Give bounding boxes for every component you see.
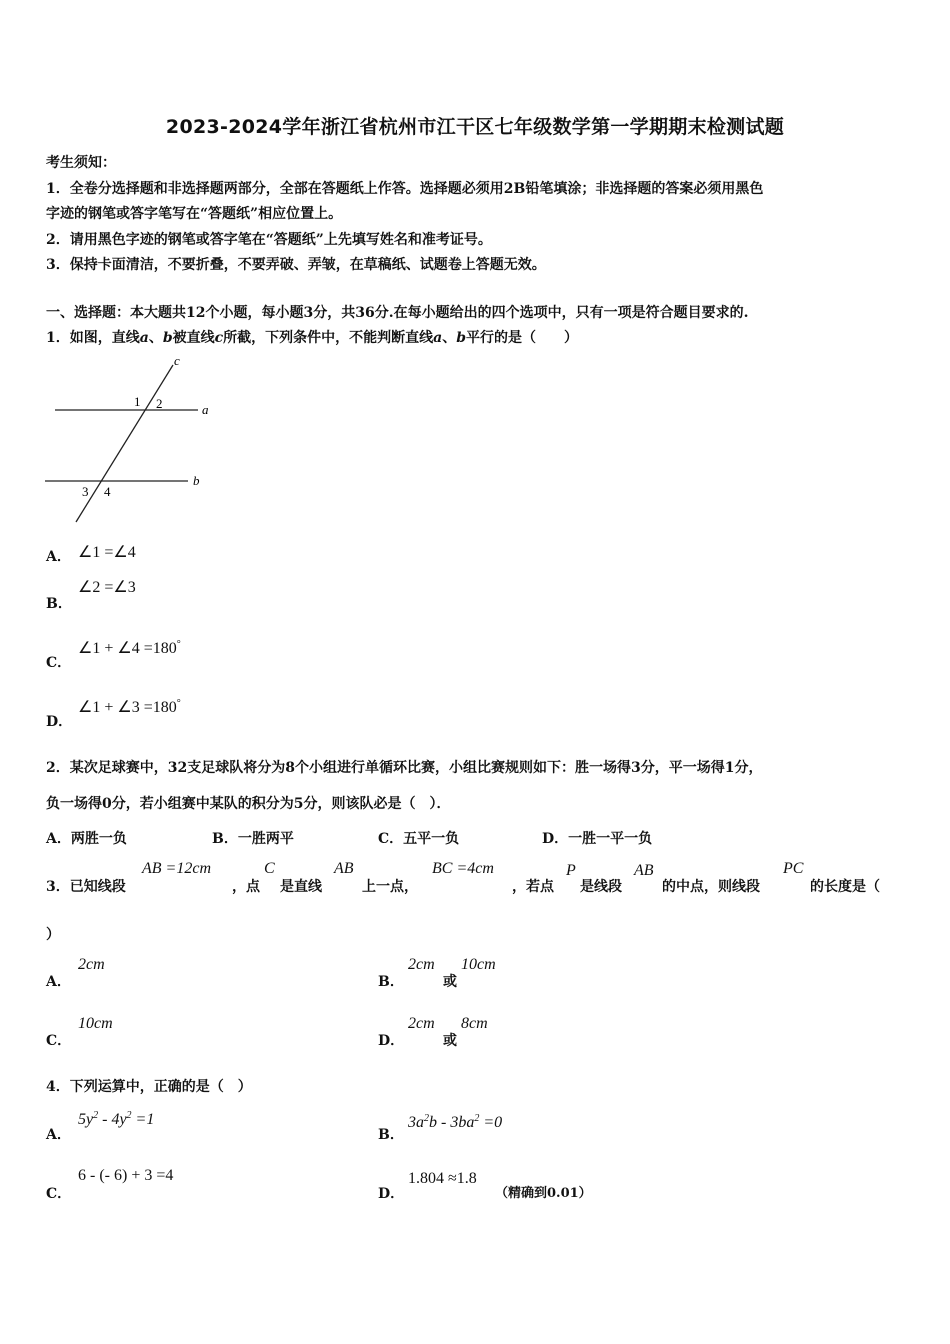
- q3-text-4: 上一点，: [362, 879, 418, 895]
- q4-option-d-label: D．: [378, 1186, 405, 1202]
- q3-option-d-value-1: 2cm: [408, 1015, 435, 1032]
- q4-option-b-label: B．: [378, 1127, 404, 1143]
- q3-option-a-label: A．: [46, 974, 71, 990]
- q4-option-c-expr: 6 - (- 6) + 3 =4: [78, 1167, 174, 1184]
- q1-option-d-label: D．: [46, 714, 73, 730]
- notice-item-1-line-1: 1．全卷分选择题和非选择题两部分，全部在答题纸上作答。选择题必须用2B铅笔填涂；非选择题的答案必须用黑色: [46, 181, 764, 197]
- q3-text-2: ，点: [232, 879, 260, 895]
- q1-option-a-label: A．: [46, 549, 71, 565]
- q1-option-b-expr: ∠2 =∠3: [78, 579, 136, 596]
- q3-math-bc-4cm: BC =4cm: [432, 860, 494, 877]
- angle-4-label: 4: [104, 484, 111, 499]
- q3-math-ab: AB: [334, 860, 354, 877]
- q4-option-d-expr: 1.804 ≈1.8: [408, 1170, 477, 1187]
- q3-math-c: C: [264, 860, 275, 877]
- q3-option-c-value: 10cm: [78, 1015, 113, 1032]
- q1-option-c-expr: ∠1 + ∠4 =180°: [78, 639, 181, 657]
- q3-text-1: 3．已知线段: [46, 879, 126, 895]
- q3-option-b-label: B．: [378, 974, 404, 990]
- q3-option-b-value-2: 10cm: [461, 956, 496, 973]
- page-title: 2023-2024学年浙江省杭州市江干区七年级数学第一学期期末检测试题: [165, 116, 785, 138]
- q4-option-d-note: （精确到0.01）: [495, 1186, 592, 1201]
- q1-option-c-label: C．: [46, 655, 72, 671]
- label-a: a: [202, 402, 209, 417]
- q4-option-a-label: A．: [46, 1127, 71, 1143]
- question-4-stem: 4．下列运算中，正确的是（ ）: [46, 1079, 252, 1095]
- question-1-stem: 1．如图，直线a、b被直线c所截，下列条件中，不能判断直线a、b平行的是（ ）: [46, 330, 579, 346]
- q2-option-b: B．一胜两平: [212, 831, 294, 847]
- q3-option-b-or: 或: [443, 974, 457, 990]
- angle-1-label: 1: [134, 394, 141, 409]
- q2-option-d: D．一胜一平一负: [542, 831, 653, 847]
- q3-text-7: 的中点，则线段: [662, 879, 760, 895]
- q3-option-b-value-1: 2cm: [408, 956, 435, 973]
- q1-option-b-label: B．: [46, 596, 72, 612]
- q3-text-8: 的长度是（: [810, 879, 880, 895]
- q3-math-ab-12cm: AB =12cm: [142, 860, 211, 877]
- q3-close-paren: ）: [46, 927, 60, 943]
- q3-option-d-label: D．: [378, 1033, 405, 1049]
- q2-option-a: A．两胜一负: [46, 831, 127, 847]
- label-b: b: [193, 473, 200, 488]
- question-2-line-2: 负一场得0分，若小组赛中某队的积分为5分，则该队必是（ ）．: [46, 796, 451, 812]
- q3-math-p: P: [566, 862, 576, 879]
- q4-option-c-label: C．: [46, 1186, 72, 1202]
- notice-heading: 考生须知：: [46, 155, 116, 171]
- q3-math-pc: PC: [783, 860, 804, 877]
- angle-2-label: 2: [156, 396, 163, 411]
- notice-item-1-line-2: 字迹的钢笔或答字笔写在“答题纸”相应位置上。: [46, 206, 343, 222]
- notice-item-2: 2．请用黑色字迹的钢笔或答字笔在“答题纸”上先填写姓名和准考证号。: [46, 232, 492, 248]
- q3-text-3: 是直线: [280, 879, 322, 895]
- q2-option-c: C．五平一负: [378, 831, 460, 847]
- q1-option-a-expr: ∠1 =∠4: [78, 544, 136, 561]
- q3-option-d-value-2: 8cm: [461, 1015, 488, 1032]
- q3-option-d-or: 或: [443, 1033, 457, 1049]
- q4-option-a-expr: $5y^2 - 4y^2 =1$: [78, 1110, 155, 1128]
- q4-option-b-expr: $3a^2b - 3ba^2 =0$: [408, 1113, 503, 1131]
- angle-3-label: 3: [82, 484, 89, 499]
- q3-text-6: 是线段: [580, 879, 622, 895]
- line-c: [76, 365, 173, 522]
- question-2-line-1: 2．某次足球赛中，32支足球队将分为8个小组进行单循环比赛，小组比赛规则如下：胜一场得3分，平一场得1分，: [46, 760, 763, 776]
- parallel-lines-figure: [40, 350, 230, 530]
- label-c: c: [174, 353, 180, 368]
- notice-item-3: 3．保持卡面清洁，不要折叠，不要弄破、弄皱，在草稿纸、试题卷上答题无效。: [46, 257, 546, 273]
- q3-option-a-value: 2cm: [78, 956, 105, 973]
- q3-option-c-label: C．: [46, 1033, 72, 1049]
- section-1-heading: 一、选择题：本大题共12个小题，每小题3分，共36分.在每小题给出的四个选项中，只有一项是符合题目要求的.: [46, 305, 749, 321]
- q3-text-5: ，若点: [512, 879, 554, 895]
- q1-option-d-expr: ∠1 + ∠3 =180°: [78, 698, 181, 716]
- q3-math-ab-2: AB: [634, 862, 654, 879]
